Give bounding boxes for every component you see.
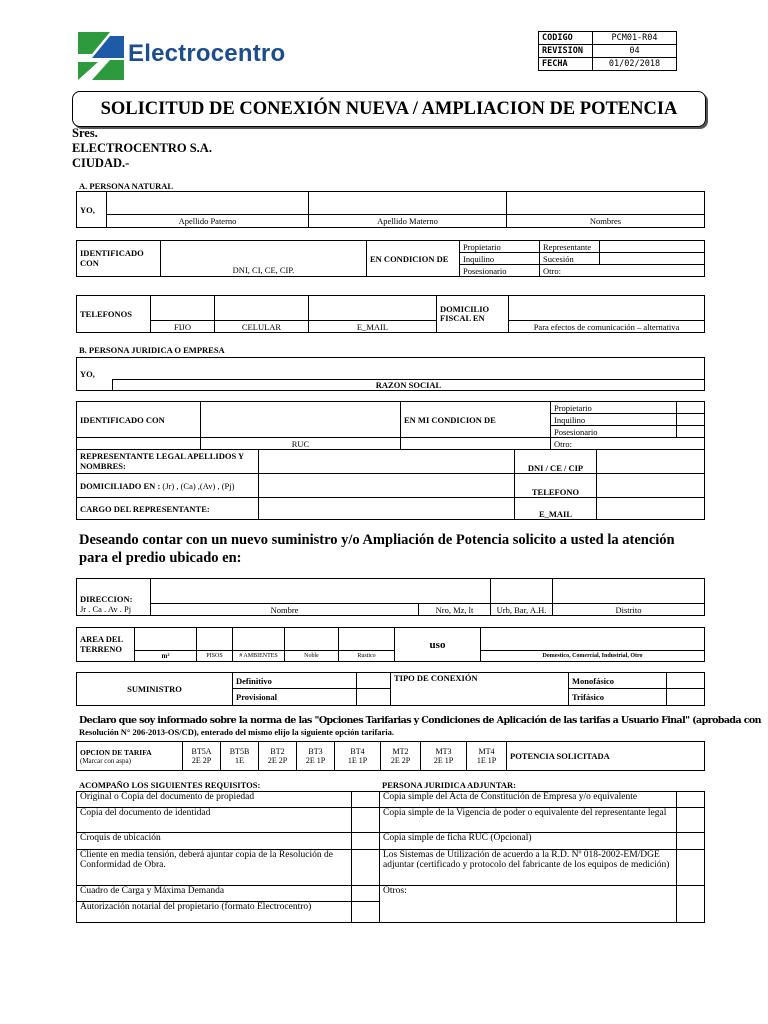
suministro-table <box>76 672 705 706</box>
area-label: AREA DEL TERRENO <box>77 628 135 662</box>
identificado-input[interactable] <box>161 241 367 265</box>
apellido-paterno-label: Apellido Paterno <box>107 215 309 228</box>
persona-natural-contact-table <box>76 295 705 333</box>
uso-label: uso <box>395 628 481 662</box>
juridica-requisito-otros[interactable]: Otros: <box>380 886 677 923</box>
uso-options-label: Domestico, Comercial, Industrial, Otro <box>481 651 705 662</box>
requisito-checkbox[interactable] <box>352 833 380 850</box>
representante-label: REPRESENTANTE LEGAL APELLIDOS Y NOMBRES: <box>77 450 259 474</box>
cargo-input[interactable] <box>259 498 515 520</box>
domiciliado-options: (Jr) , (Ca) ,(Av) , (Pj) <box>160 480 235 491</box>
tarifa-option-bt4[interactable] <box>335 742 381 771</box>
cond-sucesion[interactable]: Sucesión <box>540 253 600 265</box>
requisito-item: Cliente en media tensión, deberá ajuntar copia de la Resolución de Conformidad de Obra. <box>77 850 352 886</box>
ruc-input[interactable] <box>201 402 401 438</box>
direccion-input[interactable] <box>151 579 491 604</box>
revision-value: 04 <box>593 45 677 58</box>
tarifa-sublabel: (Marcar con aspa) <box>80 756 131 765</box>
yo-label: YO, <box>77 192 107 228</box>
noble-input[interactable] <box>285 628 339 651</box>
cond-otro[interactable]: Otro: <box>540 265 705 277</box>
tarifa-label-cell <box>77 742 183 771</box>
juridica-requisito-item: Los Sistemas de Utilización de acuerdo a la R.D. Nº 018-2002-EM/DGE adjuntar (certificado y protocolo del fabricante de los equipos de medición) <box>380 850 677 886</box>
persona-juridica-name-table <box>76 357 705 391</box>
tarifa-option-bt2[interactable] <box>259 742 297 771</box>
nombres-input[interactable] <box>507 192 705 215</box>
via-label: Jr . Ca . Av . Pj <box>77 604 151 616</box>
requisito-checkbox[interactable] <box>352 792 380 808</box>
fecha-value: 01/02/2018 <box>593 58 677 71</box>
definitivo-checkbox[interactable] <box>357 673 391 689</box>
ambientes-input[interactable] <box>233 628 285 651</box>
section-a-heading: A. PERSONA NATURAL <box>79 181 174 191</box>
juridica-cond-posesionario[interactable]: Posesionario <box>551 426 677 438</box>
tarifa-option-bt5a[interactable] <box>183 742 221 771</box>
logo-text: Electrocentro <box>128 40 286 67</box>
requisito-checkbox[interactable] <box>352 886 380 902</box>
cond-sucesion-box[interactable] <box>600 253 705 265</box>
ruc-label: RUC <box>201 438 401 450</box>
cond-posesionario[interactable]: Posesionario <box>460 265 540 277</box>
potencia-solicitada-label: POTENCIA SOLICITADA <box>507 742 705 771</box>
tarifa-code: MT3 <box>435 747 452 756</box>
direccion-table <box>76 578 705 616</box>
juridica-adjuntar-heading: PERSONA JURIDICA ADJUNTAR: <box>382 780 516 790</box>
yo-juridica-label: YO, <box>77 358 113 391</box>
noble-label: Noble <box>285 651 339 662</box>
monofasico-label: Monofásico <box>569 673 667 689</box>
requisito-item: Autorización notarial del propietario (formato Electrocentro) <box>77 902 352 923</box>
celular-input[interactable] <box>215 296 309 321</box>
tarifa-code: BT3 <box>308 747 323 756</box>
juridica-cond-inquilino[interactable]: Inquilino <box>551 414 677 426</box>
tarifa-label: OPCION DE TARIFA <box>80 747 152 757</box>
tarifa-code: BT5B <box>229 747 250 756</box>
domicilio-note: Para efectos de comunicación – alternativa <box>509 321 705 333</box>
cargo-label: CARGO DEL REPRESENTANTE: <box>77 498 259 520</box>
tarifa-code: BT2 <box>270 747 285 756</box>
revision-label: REVISION <box>539 45 593 58</box>
pisos-label: PISOS <box>197 651 233 662</box>
suministro-label: SUMINISTRO <box>77 673 233 706</box>
tarifa-desc: 1E 1P <box>347 756 368 765</box>
codigo-value: PCM01-R04 <box>593 32 677 45</box>
email-juridica-label: E_MAIL <box>515 498 597 520</box>
area-input[interactable] <box>135 628 197 651</box>
requisitos-heading: ACOMPAÑO LOS SIGUIENTES REQUISITOS: <box>79 780 261 790</box>
requisito-item: Copia del documento de identidad <box>77 808 352 833</box>
dni-ce-cip-label: DNI / CE / CIP <box>515 450 597 474</box>
apellido-materno-label: Apellido Materno <box>309 215 507 228</box>
logo-bolt-icon <box>78 32 124 80</box>
juridica-requisito-checkbox[interactable] <box>677 850 705 886</box>
juridica-cond-inquilino-box[interactable] <box>677 414 705 426</box>
apellido-paterno-input[interactable] <box>107 192 309 215</box>
razon-social-input[interactable] <box>113 358 705 380</box>
identificado-juridica-label: IDENTIFICADO CON <box>77 402 201 438</box>
en-mi-condicion-label: EN MI CONDICION DE <box>401 402 551 438</box>
tarifa-table <box>76 741 705 771</box>
tarifa-desc: 2E 2P <box>267 756 288 765</box>
area-table <box>76 627 705 662</box>
domiciliado-label: DOMICILIADO EN : <box>80 480 161 491</box>
tarifa-desc: 1E 1P <box>476 756 497 765</box>
requisito-item: Croquis de ubicación <box>77 833 352 850</box>
juridica-requisito-checkbox[interactable] <box>677 886 705 923</box>
declaration-line2: Resolución N° 206-2013-OS/CD), enterado del mismo elijo la siguiente opción tarifaria. <box>79 727 395 737</box>
tarifa-option-bt3[interactable] <box>297 742 335 771</box>
representante-input[interactable] <box>259 450 515 474</box>
nombres-label: Nombres <box>507 215 705 228</box>
persona-juridica-id-table <box>76 401 705 450</box>
distrito-input[interactable] <box>553 579 705 604</box>
direccion-label: DIRECCION: <box>77 579 151 604</box>
addressee-line1: Sres. <box>72 126 98 140</box>
addressee-line3: CIUDAD.- <box>72 156 130 170</box>
provisional-label: Provisional <box>233 689 357 706</box>
urb-label: Urb, Bar, A.H. <box>491 604 553 616</box>
fijo-input[interactable] <box>151 296 215 321</box>
uso-input[interactable] <box>481 628 705 651</box>
tarifa-option-mt3[interactable] <box>421 742 467 771</box>
m2-label: m² <box>135 651 197 662</box>
rustico-label: Rustico <box>339 651 395 662</box>
email-juridica-input[interactable] <box>597 498 705 520</box>
tarifa-option-bt5b[interactable] <box>221 742 259 771</box>
tipo-conexion-label: TIPO DE CONEXIÓN <box>391 673 569 706</box>
tarifa-option-mt2[interactable] <box>381 742 421 771</box>
declaration-line1: Declaro que soy informado sobre la norma de las "Opciones Tarifarias y Condiciones de Aplicación de las tarifas a Usuario Final" (aprobada con <box>79 715 761 726</box>
addressee-block <box>72 126 212 171</box>
nro-label: Nro, Mz, lt <box>419 604 491 616</box>
tarifa-desc: 2E 2P <box>191 756 212 765</box>
distrito-label: Distrito <box>553 604 705 616</box>
provisional-checkbox[interactable] <box>357 689 391 706</box>
rustico-input[interactable] <box>339 628 395 651</box>
tarifa-option-mt4[interactable] <box>467 742 507 771</box>
juridica-requisito-item: Copia simple de la Vigencia de poder o equivalente del representante legal <box>380 808 677 833</box>
juridica-requisito-checkbox[interactable] <box>677 792 705 808</box>
persona-natural-id-table <box>76 240 705 277</box>
juridica-cond-propietario-box[interactable] <box>677 402 705 414</box>
celular-label: CELULAR <box>215 321 309 333</box>
monofasico-checkbox[interactable] <box>667 673 705 689</box>
tarifa-desc: 2E 1P <box>433 756 454 765</box>
juridica-cond-otro[interactable]: Otro: <box>551 438 705 450</box>
cond-representante[interactable]: Representante <box>540 241 600 253</box>
domiciliado-input[interactable] <box>259 474 515 498</box>
tarifa-code: BT5A <box>191 747 212 756</box>
form-title: SOLICITUD DE CONEXIÓN NUEVA / AMPLIACION DE POTENCIA <box>72 91 706 127</box>
cond-inquilino[interactable]: Inquilino <box>460 253 540 265</box>
requisito-item: Cuadro de Carga y Máxima Demanda <box>77 886 352 902</box>
declaration-block <box>79 715 761 737</box>
request-statement: Deseando contar con un nuevo suministro y/o Ampliación de Potencia solicito a usted la atención para el predio ubicado en: <box>79 532 675 566</box>
definitivo-label: Definitivo <box>233 673 357 689</box>
juridica-requisito-checkbox[interactable] <box>677 833 705 850</box>
telefonos-label: TELEFONOS <box>77 296 151 333</box>
fijo-label: FIJO <box>151 321 215 333</box>
requisitos-left-table <box>76 791 380 923</box>
apellido-materno-input[interactable] <box>309 192 507 215</box>
email-input[interactable] <box>309 296 437 321</box>
addressee-line2: ELECTROCENTRO S.A. <box>72 141 212 155</box>
domicilio-fiscal-input[interactable] <box>509 296 705 321</box>
nombre-label: Nombre <box>151 604 419 616</box>
cond-representante-box[interactable] <box>600 241 705 253</box>
doc-types-label: DNI, CI, CE, CIP. <box>161 265 367 277</box>
telefono-label: TELEFONO <box>515 474 597 498</box>
domiciliado-label-cell <box>77 474 259 498</box>
razon-social-label: RAZON SOCIAL <box>113 380 705 391</box>
ambientes-label: # AMBIENTES <box>233 651 285 662</box>
tarifa-code: MT2 <box>392 747 409 756</box>
pisos-input[interactable] <box>197 628 233 651</box>
en-condicion-label: EN CONDICION DE <box>367 241 460 277</box>
email-label: E_MAIL <box>309 321 437 333</box>
tarifa-desc: 2E 1P <box>305 756 326 765</box>
fecha-label: FECHA <box>539 58 593 71</box>
telefono-input[interactable] <box>597 474 705 498</box>
urb-input[interactable] <box>491 579 553 604</box>
section-b-heading: B. PERSONA JURIDICA O EMPRESA <box>79 345 225 355</box>
requisito-checkbox[interactable] <box>352 808 380 833</box>
trifasico-label: Trifásico <box>569 689 667 706</box>
requisito-checkbox[interactable] <box>352 902 380 923</box>
juridica-requisito-item: Copia simple del Acta de Constitución de Empresa y/o equivalente <box>380 792 677 808</box>
juridica-requisito-item: Copia simple de ficha RUC (Opcional) <box>380 833 677 850</box>
cond-propietario[interactable]: Propietario <box>460 241 540 253</box>
representante-table <box>76 449 705 520</box>
tarifa-desc: 2E 2P <box>390 756 411 765</box>
domicilio-fiscal-label: DOMICILIO FISCAL EN <box>437 296 509 333</box>
company-logo <box>78 32 318 80</box>
requisitos-right-table <box>379 791 705 923</box>
identificado-label: IDENTIFICADO CON <box>77 241 161 277</box>
requisito-checkbox[interactable] <box>352 850 380 886</box>
requisito-item: Original o Copia del documento de propiedad <box>77 792 352 808</box>
dni-ce-cip-input[interactable] <box>597 450 705 474</box>
codigo-label: CODIGO <box>539 32 593 45</box>
juridica-cond-posesionario-box[interactable] <box>677 426 705 438</box>
tarifa-code: MT4 <box>478 747 495 756</box>
tarifa-desc: 1E <box>235 756 244 765</box>
document-info-table <box>538 31 677 71</box>
juridica-cond-propietario[interactable]: Propietario <box>551 402 677 414</box>
tarifa-code: BT4 <box>350 747 365 756</box>
juridica-requisito-checkbox[interactable] <box>677 808 705 833</box>
persona-natural-name-table <box>76 191 705 228</box>
trifasico-checkbox[interactable] <box>667 689 705 706</box>
